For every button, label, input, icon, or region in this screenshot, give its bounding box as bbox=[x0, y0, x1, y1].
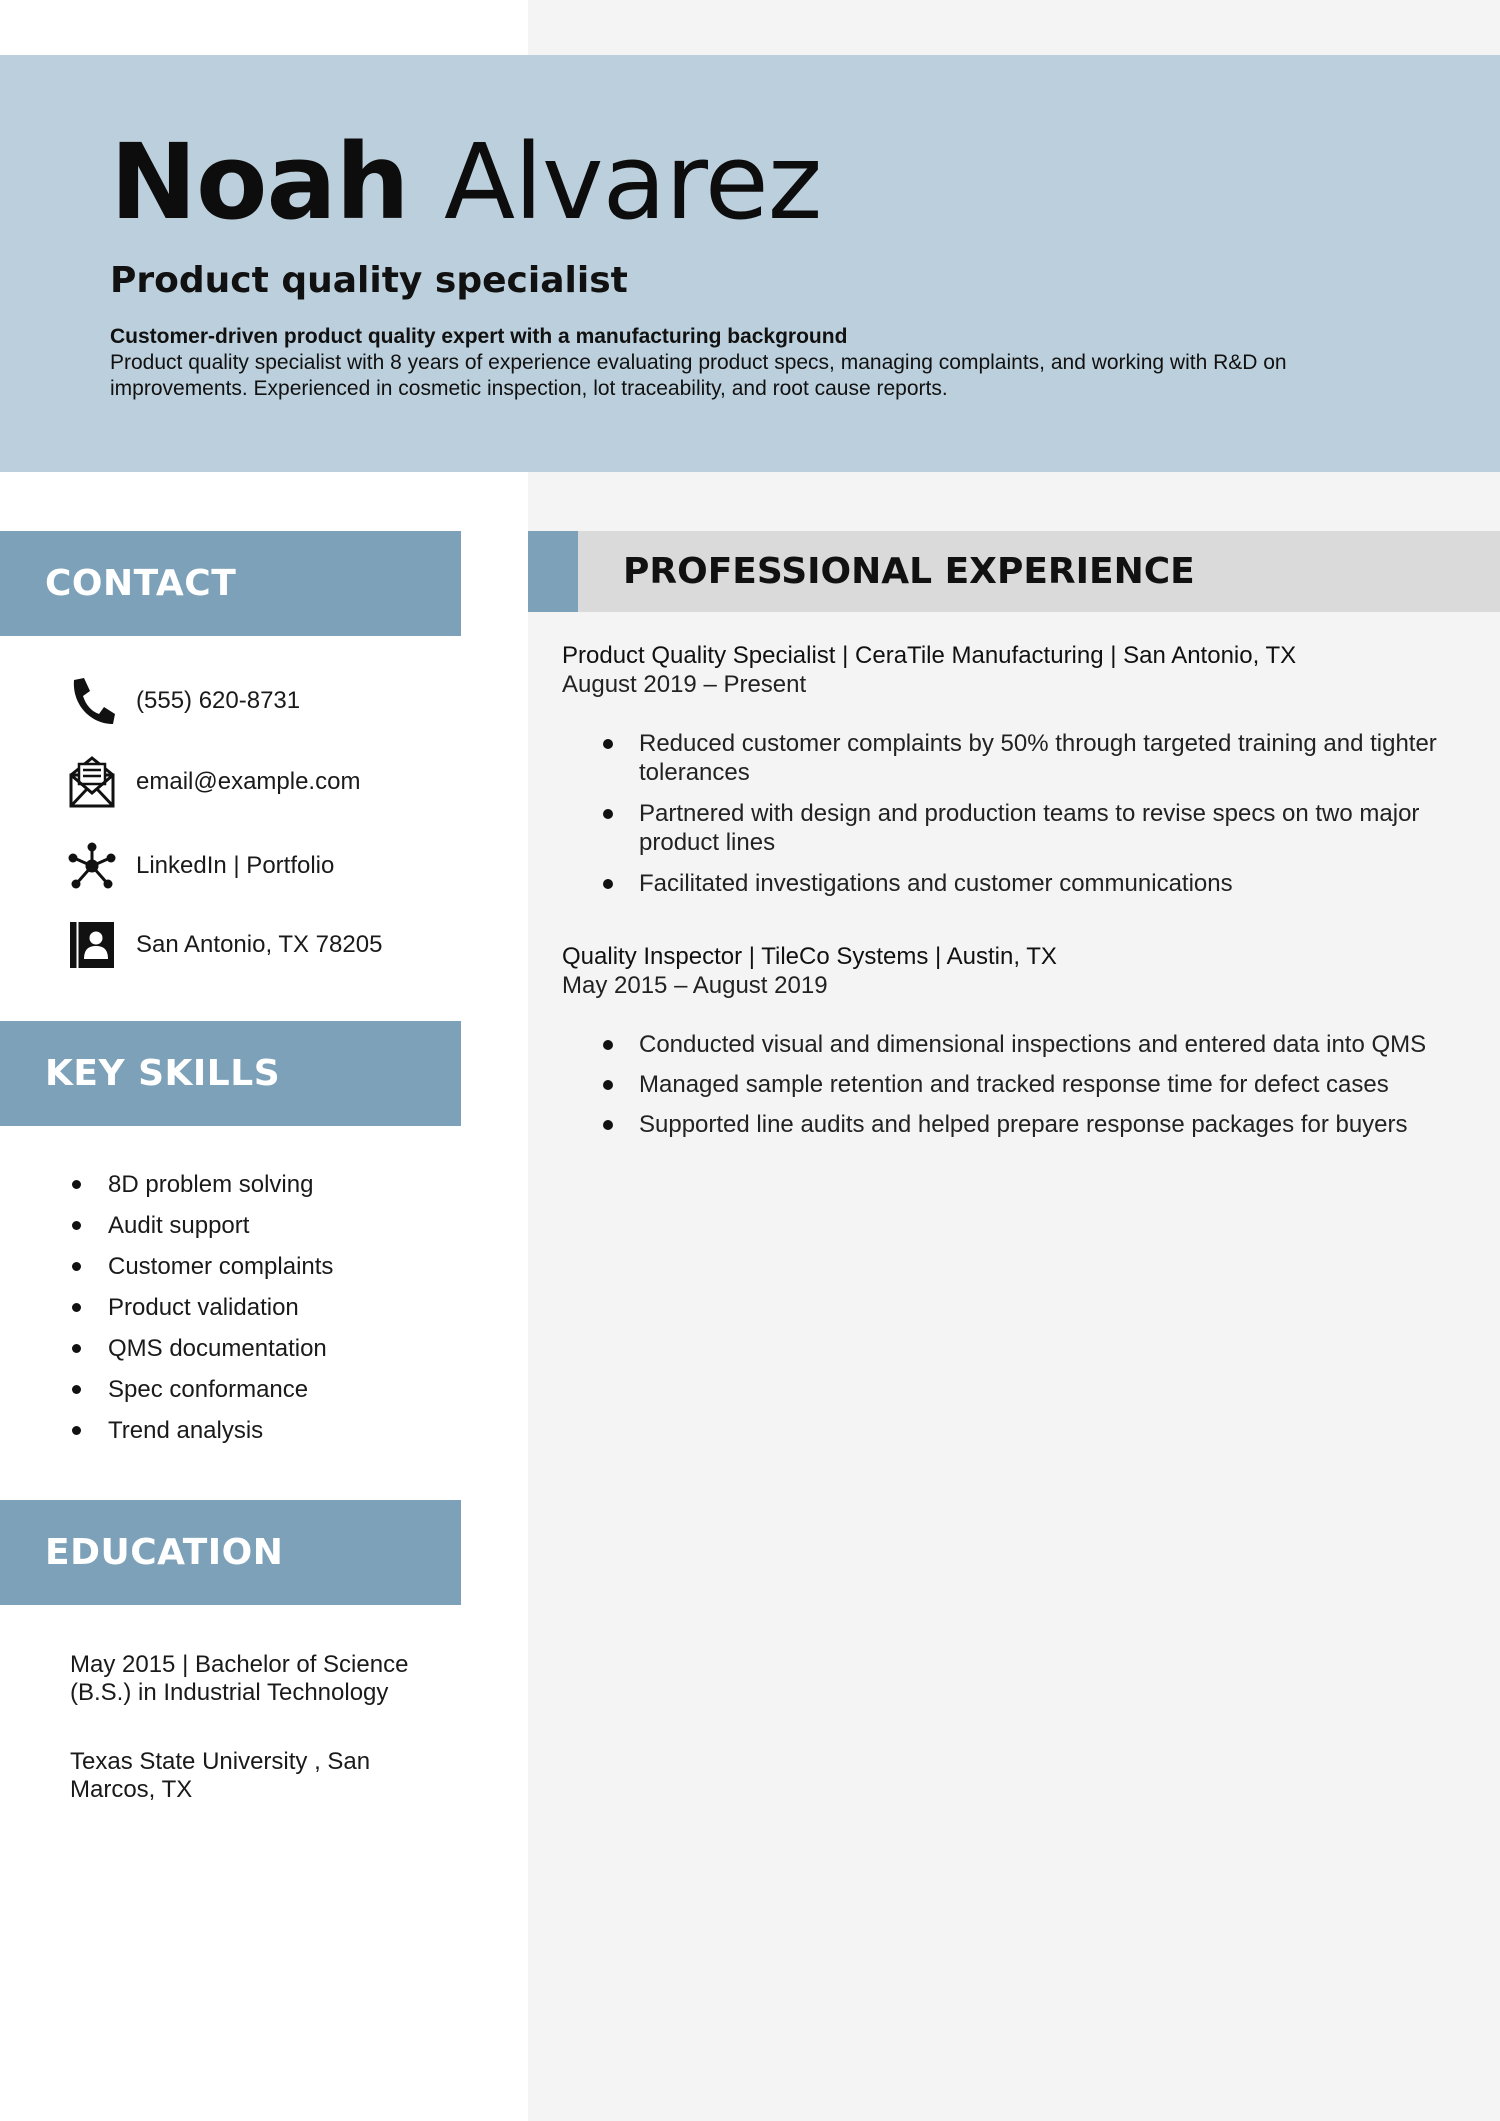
skills-list bbox=[68, 1164, 333, 1451]
list-item: Audit support bbox=[68, 1205, 333, 1246]
contact-email bbox=[68, 755, 360, 809]
contact-phone bbox=[68, 674, 300, 728]
network-icon bbox=[68, 839, 116, 893]
list-item: Supported line audits and helped prepare response packages for buyers bbox=[562, 1110, 1482, 1139]
contact-links bbox=[68, 839, 334, 893]
experience-heading: PROFESSIONAL EXPERIENCE bbox=[623, 551, 1195, 592]
summary-text: Product quality specialist with 8 years of experience evaluating product specs, managing complaints, and working with R&D on improvements. Experienced in cosmetic inspection, lot traceability, and root cause reports. bbox=[110, 351, 1287, 400]
list-item: Managed sample retention and tracked response time for defect cases bbox=[562, 1070, 1482, 1099]
address-book-icon bbox=[68, 918, 116, 972]
job-title: Product quality specialist bbox=[110, 260, 628, 301]
list-item: Spec conformance bbox=[68, 1369, 333, 1410]
contact-address bbox=[68, 918, 382, 972]
list-item: Reduced customer complaints by 50% through targeted training and tighter tolerances bbox=[562, 729, 1482, 787]
job-dates: August 2019 – Present bbox=[562, 671, 807, 698]
contact-section-bar bbox=[0, 531, 461, 636]
list-item: Customer complaints bbox=[68, 1246, 333, 1287]
home-address: San Antonio, TX 78205 bbox=[136, 931, 383, 958]
job-entry bbox=[562, 641, 1482, 898]
list-item: Partnered with design and production teams to revise specs on two major product lines bbox=[562, 799, 1482, 857]
envelope-icon bbox=[68, 755, 116, 809]
education-section-bar bbox=[0, 1500, 461, 1605]
last-name: Alvarez bbox=[443, 121, 822, 243]
job-header: Product Quality Specialist | CeraTile Manufacturing | San Antonio, TX bbox=[562, 642, 1297, 669]
experience-bar-accent bbox=[528, 531, 578, 612]
contact-heading: CONTACT bbox=[45, 563, 237, 604]
skills-section-bar bbox=[0, 1021, 461, 1126]
job-bullets bbox=[562, 1030, 1482, 1139]
list-item: Facilitated investigations and customer communications bbox=[562, 869, 1482, 898]
education-heading: EDUCATION bbox=[45, 1532, 284, 1573]
job-entry bbox=[562, 942, 1482, 1139]
profile-links[interactable]: LinkedIn | Portfolio bbox=[136, 852, 335, 879]
list-item: Conducted visual and dimensional inspections and entered data into QMS bbox=[562, 1030, 1482, 1059]
education-school: Texas State University , San Marcos, TX bbox=[70, 1748, 371, 1803]
list-item: Trend analysis bbox=[68, 1410, 333, 1451]
summary-headline: Customer-driven product quality expert with a manufacturing background bbox=[110, 325, 848, 348]
candidate-name bbox=[110, 122, 821, 242]
phone-number[interactable]: (555) 620-8731 bbox=[136, 687, 301, 714]
email-address[interactable]: email@example.com bbox=[136, 768, 361, 795]
list-item: QMS documentation bbox=[68, 1328, 333, 1369]
skills-heading: KEY SKILLS bbox=[45, 1053, 281, 1094]
list-item: 8D problem solving bbox=[68, 1164, 333, 1205]
list-item: Product validation bbox=[68, 1287, 333, 1328]
experience-section-bar bbox=[528, 531, 1500, 612]
job-dates: May 2015 – August 2019 bbox=[562, 972, 828, 999]
phone-icon bbox=[68, 674, 116, 728]
job-bullets bbox=[562, 729, 1482, 898]
education-degree: May 2015 | Bachelor of Science (B.S.) in Industrial Technology bbox=[70, 1651, 409, 1706]
job-header: Quality Inspector | TileCo Systems | Austin, TX bbox=[562, 943, 1057, 970]
first-name: Noah bbox=[110, 121, 409, 243]
